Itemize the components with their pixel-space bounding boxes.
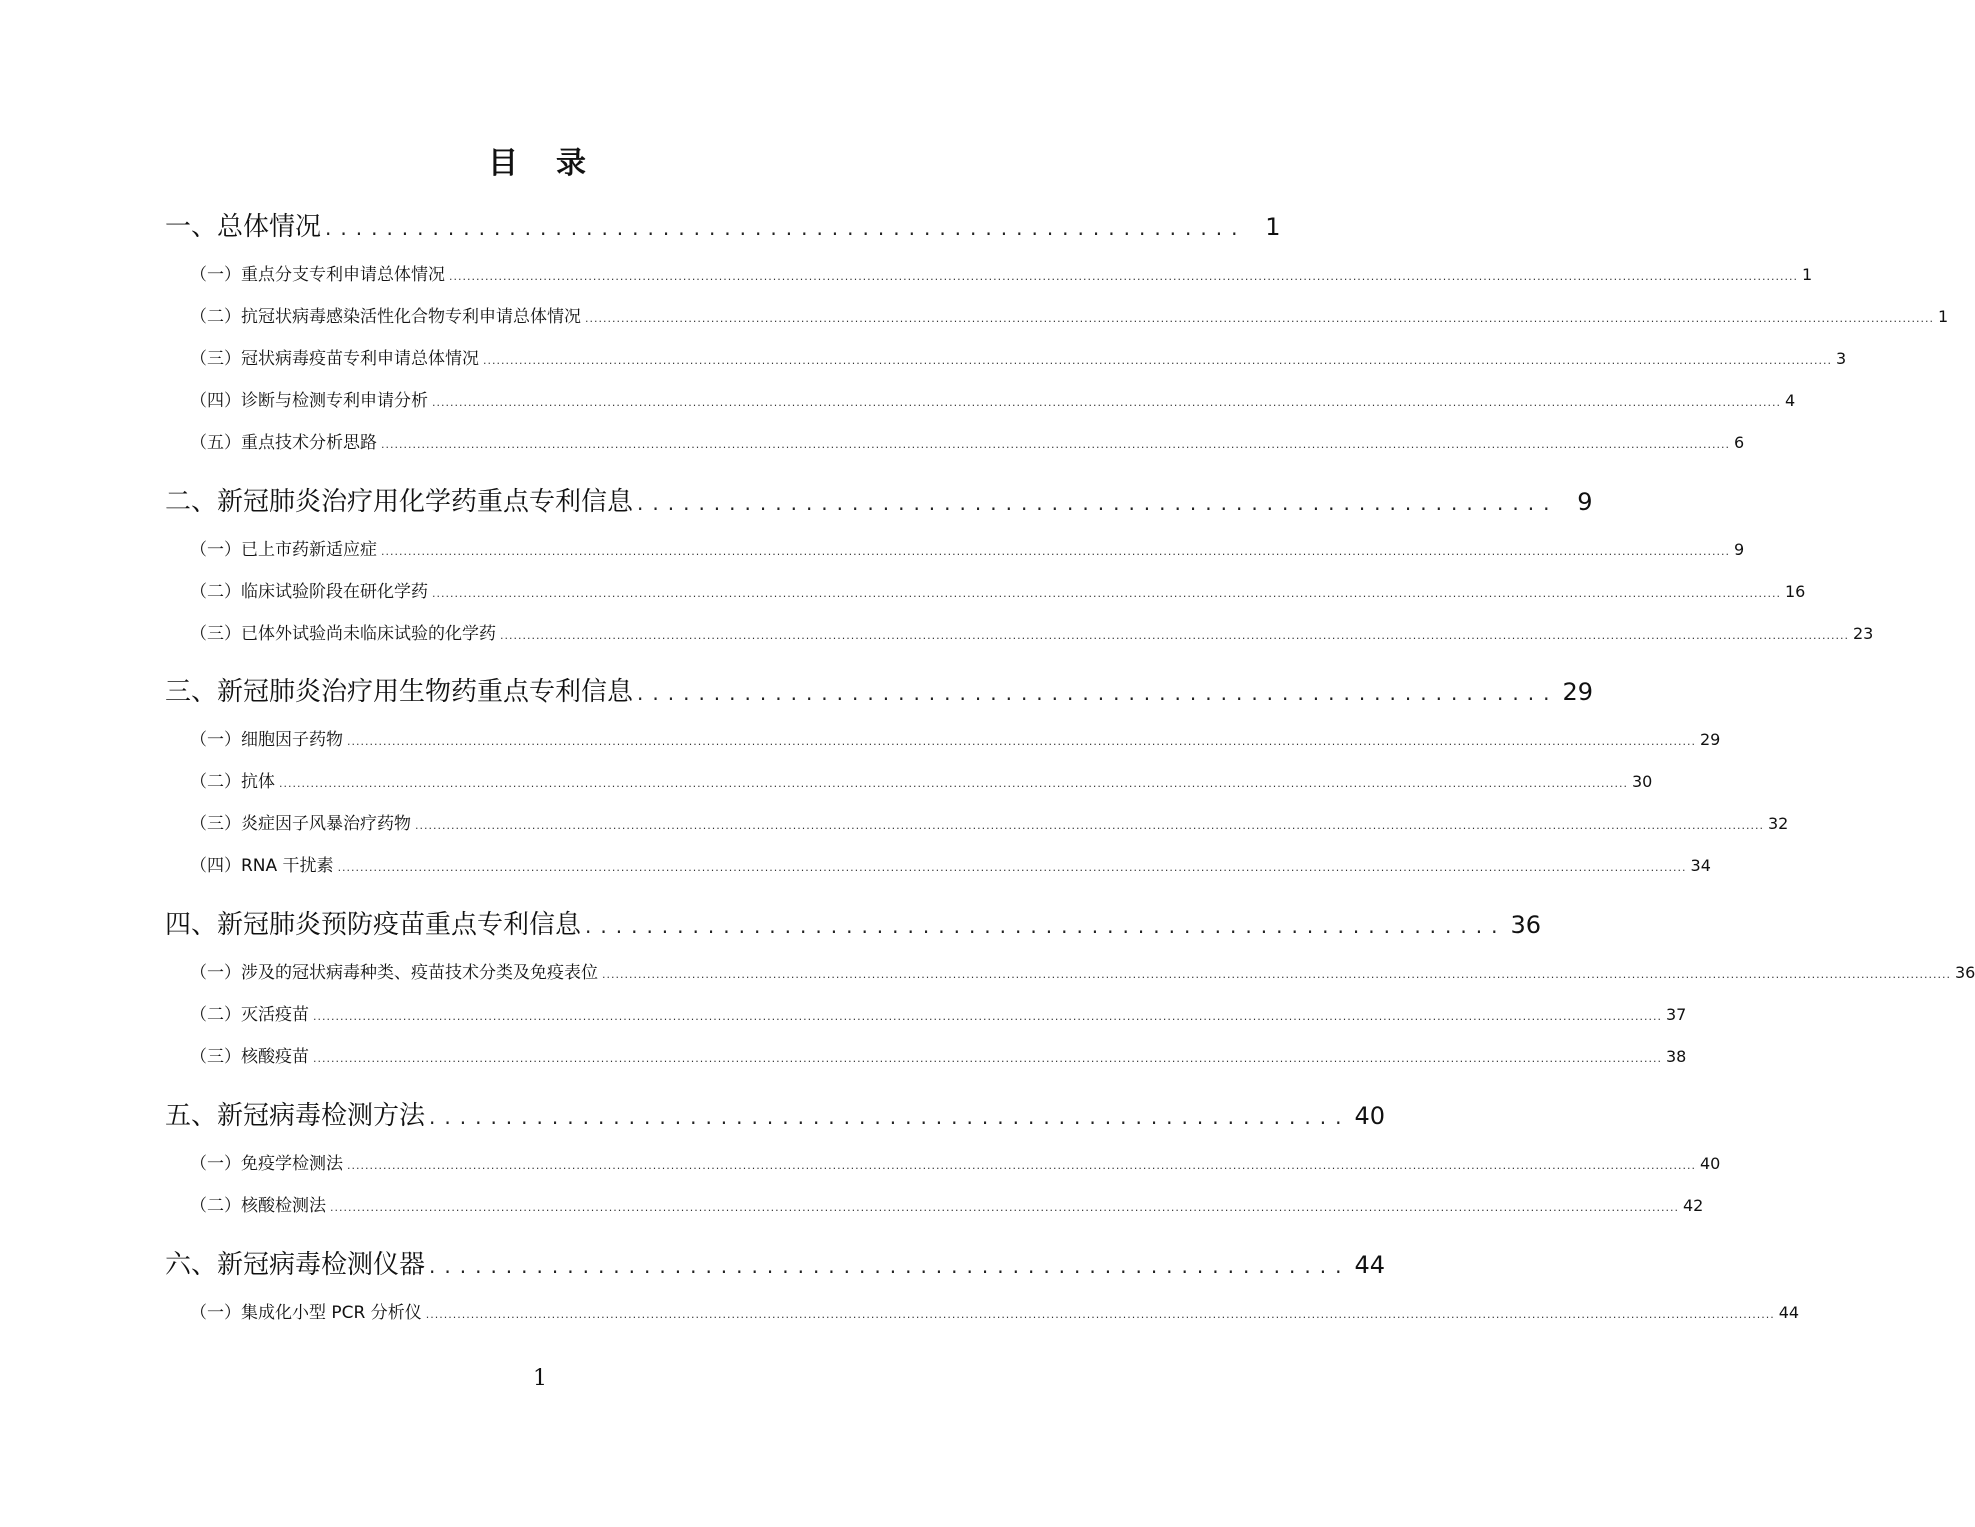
chapter-page-number: 40 <box>1354 1102 1386 1130</box>
toc-section-entry[interactable] <box>0 725 1721 750</box>
section-title: （二）核酸检测法 <box>190 1196 326 1216</box>
toc-chapter-entry[interactable] <box>0 481 1593 518</box>
chapter-title: 二、新冠肺炎治疗用化学药重点专利信息 <box>165 487 634 517</box>
toc-section-entry[interactable] <box>0 535 1745 560</box>
dot-leader: ............................................................ <box>325 216 1247 240</box>
dot-leader: ............................................................ <box>637 681 1559 705</box>
toc-section-entry[interactable] <box>0 1000 1687 1025</box>
toc-section-entry[interactable] <box>0 260 1813 285</box>
chapter-title: 四、新冠肺炎预防疫苗重点专利信息 <box>165 910 582 940</box>
chapter-page-number: 44 <box>1354 1251 1386 1279</box>
dot-leader: ............................................................................................................................................................................................................................................................................................................ <box>425 1308 1775 1321</box>
section-page-number: 1 <box>1801 265 1813 284</box>
chapter-title: 六、新冠病毒检测仪器 <box>165 1250 426 1280</box>
dot-leader: ............................................................................................................................................................................................................................................................................................................ <box>381 545 1730 558</box>
section-page-number: 42 <box>1682 1196 1704 1215</box>
title-char: 目 <box>488 146 524 181</box>
section-title: （三）炎症因子风暴治疗药物 <box>190 814 411 834</box>
section-page-number: 9 <box>1733 540 1745 559</box>
toc-section-entry[interactable] <box>0 1298 1800 1323</box>
toc-section-entry[interactable] <box>0 1149 1721 1174</box>
section-page-number: 34 <box>1690 856 1711 875</box>
toc-chapter-entry[interactable] <box>0 671 1594 708</box>
toc-section-entry[interactable] <box>0 302 1949 327</box>
section-title: （三）冠状病毒疫苗专利申请总体情况 <box>190 349 479 369</box>
dot-leader: ............................................................................................................................................................................................................................................................................................................ <box>347 1159 1696 1172</box>
dot-leader: ............................................................................................................................................................................................................................................................................................................ <box>337 861 1687 874</box>
chapter-page-number: 1 <box>1265 213 1281 241</box>
page-title <box>0 138 1080 182</box>
section-page-number: 16 <box>1784 582 1806 601</box>
section-title: （一）细胞因子药物 <box>190 730 343 750</box>
chapter-title: 五、新冠病毒检测方法 <box>165 1101 426 1131</box>
section-page-number: 30 <box>1631 772 1653 791</box>
toc-section-entry[interactable] <box>0 386 1796 411</box>
toc-chapter-entry[interactable] <box>0 1244 1386 1281</box>
toc-section-entry[interactable] <box>0 851 1711 876</box>
dot-leader: ............................................................ <box>585 914 1507 938</box>
section-title: （四）RNA 干扰素 <box>190 856 334 876</box>
section-page-number: 6 <box>1733 433 1745 452</box>
section-page-number: 29 <box>1699 730 1721 749</box>
section-page-number: 36 <box>1954 963 1975 982</box>
dot-leader: ............................................................ <box>429 1254 1351 1278</box>
section-page-number: 37 <box>1665 1005 1687 1024</box>
section-title: （二）灭活疫苗 <box>190 1005 309 1025</box>
title-char: 录 <box>556 146 592 181</box>
dot-leader: ............................................................................................................................................................................................................................................................................................................ <box>313 1010 1662 1023</box>
dot-leader: ............................................................ <box>429 1105 1351 1129</box>
toc-section-entry[interactable] <box>0 1042 1687 1067</box>
chapter-page-number: 29 <box>1562 678 1594 706</box>
toc-chapter-entry[interactable] <box>0 904 1542 941</box>
chapter-title: 一、总体情况 <box>165 212 322 242</box>
section-page-number: 3 <box>1835 349 1847 368</box>
section-page-number: 44 <box>1778 1303 1800 1322</box>
section-page-number: 4 <box>1784 391 1796 410</box>
chapter-page-number: 9 <box>1577 488 1593 516</box>
section-title: （一）集成化小型 PCR 分析仪 <box>190 1303 422 1323</box>
toc-chapter-entry[interactable] <box>0 1095 1386 1132</box>
section-title: （二）抗冠状病毒感染活性化合物专利申请总体情况 <box>190 307 581 327</box>
dot-leader: ............................................................................................................................................................................................................................................................................................................ <box>500 629 1849 642</box>
section-title: （五）重点技术分析思路 <box>190 433 377 453</box>
section-title: （三）核酸疫苗 <box>190 1047 309 1067</box>
dot-leader: ............................................................................................................................................................................................................................................................................................................ <box>432 396 1781 409</box>
section-title: （四）诊断与检测专利申请分析 <box>190 391 428 411</box>
dot-leader: ............................................................................................................................................................................................................................................................................................................ <box>449 270 1798 283</box>
section-title: （一）已上市药新适应症 <box>190 540 377 560</box>
dot-leader: ............................................................................................................................................................................................................................................................................................................ <box>602 968 1951 981</box>
toc-section-entry[interactable] <box>0 428 1745 453</box>
dot-leader: ............................................................................................................................................................................................................................................................................................................ <box>347 735 1696 748</box>
toc-section-entry[interactable] <box>0 619 1874 644</box>
section-title: （一）免疫学检测法 <box>190 1154 343 1174</box>
section-page-number: 40 <box>1699 1154 1721 1173</box>
dot-leader: ............................................................................................................................................................................................................................................................................................................ <box>381 438 1730 451</box>
toc-section-entry[interactable] <box>0 1191 1704 1216</box>
dot-leader: ............................................................................................................................................................................................................................................................................................................ <box>483 354 1832 367</box>
dot-leader: ............................................................................................................................................................................................................................................................................................................ <box>313 1052 1662 1065</box>
toc-section-entry[interactable] <box>0 809 1789 834</box>
section-title: （二）临床试验阶段在研化学药 <box>190 582 428 602</box>
toc-section-entry[interactable] <box>0 577 1806 602</box>
section-title: （二）抗体 <box>190 772 275 792</box>
section-title: （一）涉及的冠状病毒种类、疫苗技术分类及免疫表位 <box>190 963 598 983</box>
dot-leader: ............................................................................................................................................................................................................................................................................................................ <box>585 312 1934 325</box>
section-title: （一）重点分支专利申请总体情况 <box>190 265 445 285</box>
dot-leader: ............................................................................................................................................................................................................................................................................................................ <box>415 819 1764 832</box>
chapter-title: 三、新冠肺炎治疗用生物药重点专利信息 <box>165 677 634 707</box>
dot-leader: ............................................................................................................................................................................................................................................................................................................ <box>279 777 1628 790</box>
section-page-number: 38 <box>1665 1047 1687 1066</box>
dot-leader: ............................................................ <box>637 491 1559 515</box>
section-title: （三）已体外试验尚未临床试验的化学药 <box>190 624 496 644</box>
toc-chapter-entry[interactable] <box>0 206 1281 243</box>
section-page-number: 23 <box>1852 624 1874 643</box>
toc-section-entry[interactable] <box>0 958 1975 983</box>
section-page-number: 1 <box>1937 307 1949 326</box>
page-number-footer: 1 <box>533 1366 547 1391</box>
section-page-number: 32 <box>1767 814 1789 833</box>
toc-section-entry[interactable] <box>0 767 1653 792</box>
dot-leader: ............................................................................................................................................................................................................................................................................................................ <box>432 587 1781 600</box>
chapter-page-number: 36 <box>1510 911 1542 939</box>
dot-leader: ............................................................................................................................................................................................................................................................................................................ <box>330 1201 1679 1214</box>
toc-section-entry[interactable] <box>0 344 1847 369</box>
